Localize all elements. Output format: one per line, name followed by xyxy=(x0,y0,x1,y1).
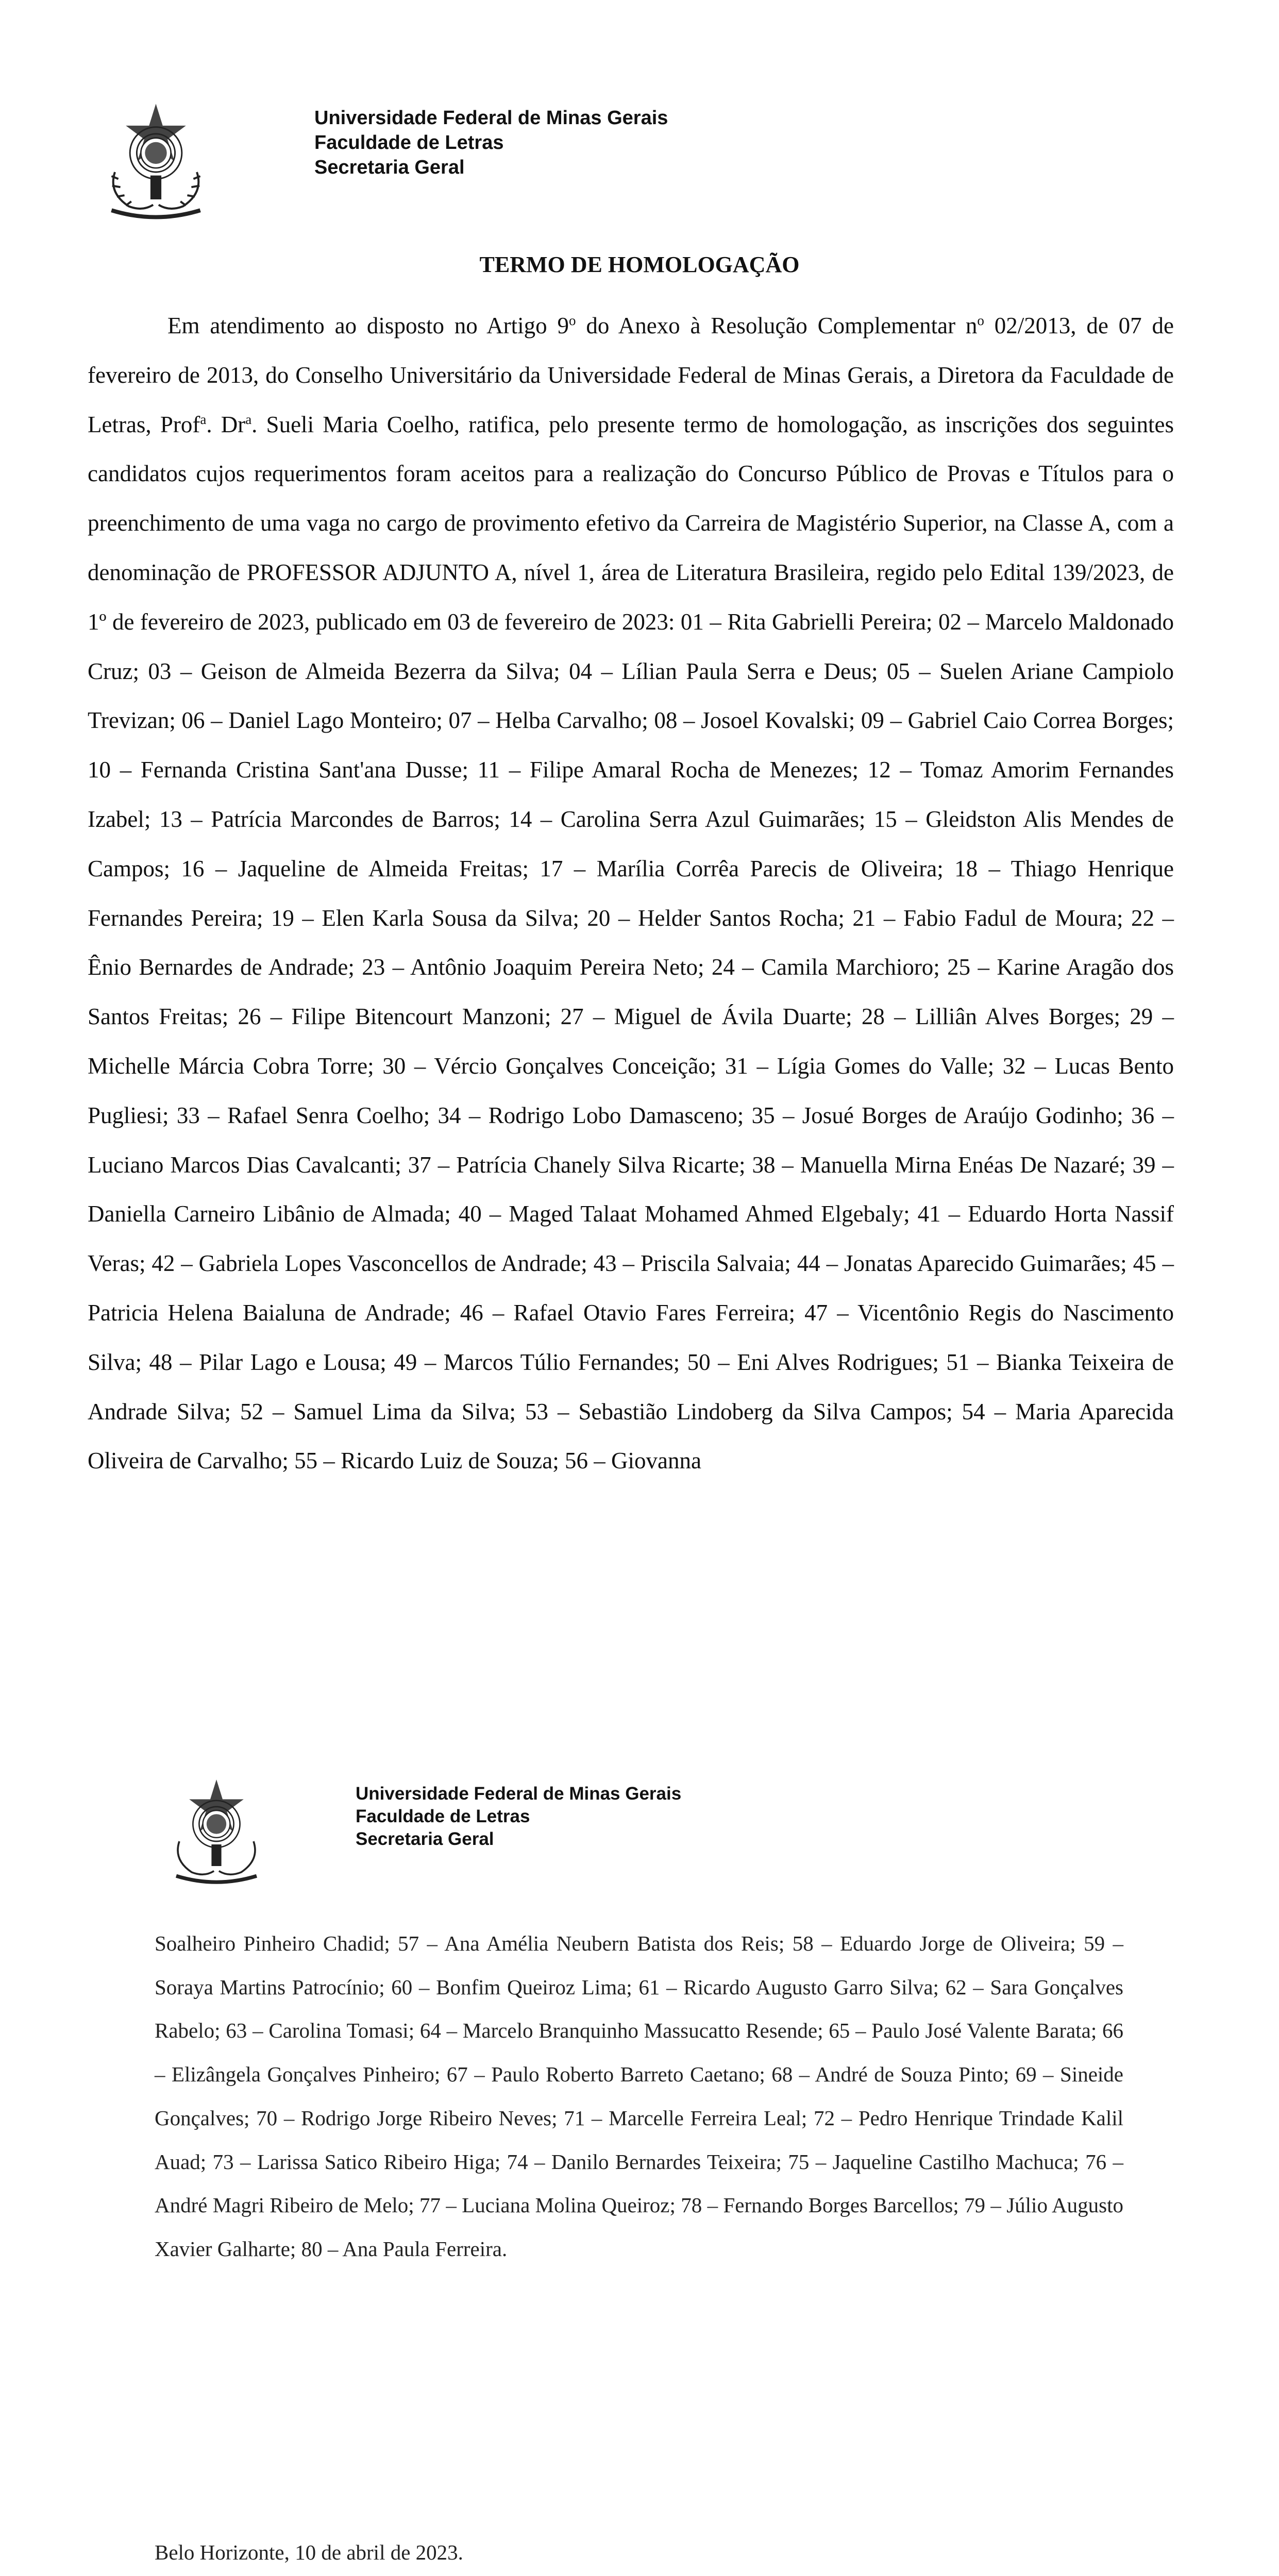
faculty-name: Faculdade de Letras xyxy=(356,1806,530,1826)
candidate-list-text: . Sueli Maria Coelho, ratifica, pelo presente termo de homologação, as inscrições dos seguintes candidatos cujos requerimentos foram aceitos para a realização do Concurso Público de Provas e Títulos para o preenchimento de uma vaga no cargo de provimento efetivo da Carreira de Magistério Superior, na Classe A, com a denominação de PROFESSOR ADJUNTO A, nível 1, área de Literatura Brasileira, regido pelo Edital 139/2023, de 1º de fevereiro de 2023, publicado em 03 de fevereiro de 2023: 01 – Rita Gabrielli Pereira; 02 – Marcelo Maldonado Cruz; 03 – Geison de Almeida Bezerra da Silva; 04 – Lílian Paula Serra e Deus; 05 – Suelen Ariane Campiolo Trevizan; 06 – Daniel Lago Monteiro; 07 – Helba Carvalho; 08 – Josoel Kovalski; 09 – Gabriel Caio Correa Borges; 10 – Fernanda Cristina Sant'ana Dusse; 11 – Filipe Amaral Rocha de Menezes; 12 – Tomaz Amorim Fernandes Izabel; 13 – Patrícia Marcondes de Barros; 14 – Carolina Serra Azul Guimarães; 15 – Gleidston Alis Mendes de Campos; 16 – Jaqueline de Almeida Freitas; 17 – Marília Corrêa Parecis de Oliveira; 18 – Thiago Henrique Fernandes Pereira; 19 – Elen Karla Sousa da Silva; 20 – Helder Santos Rocha; 21 – Fabio Fadul de Moura; 22 – Ênio Bernardes de Andrade; 23 – Antônio Joaquim Pereira Neto; 24 – Camila Marchioro; 25 – Karine Aragão dos Santos Freitas; 26 – Filipe Bitencourt Manzoni; 27 – Miguel de Ávila Duarte; 28 – Lilliân Alves Borges; 29 – Michelle Márcia Cobra Torre; 30 – Vércio Gonçalves Conceição; 31 – Lígia Gomes do Valle; 32 – Lucas Bento Pugliesi; 33 – Rafael Senra Coelho; 34 – Rodrigo Lobo Damasceno; 35 – Josué Borges de Araújo Godinho; 36 – Luciano Marcos Dias Cavalcanti; 37 – Patrícia Chanely Silva Ricarte; 38 – Manuella Mirna Enéas De Nazaré; 39 – Daniella Carneiro Libânio de Almada; 40 – Maged Talaat Mohamed Ahmed Elgebaly; 41 – Eduardo Horta Nassif Veras; 42 – Gabriela Lopes Vasconcellos de Andrade; 43 – Priscila Salvaia; 44 – Jonatas Aparecido Guimarães; 45 – Patricia Helena Baialuna de Andrade; 46 – Rafael Otavio Fares Ferreira; 47 – Vicentônio Regis do Nascimento Silva; 48 – Pilar Lago e Lousa; 49 – Marcos Túlio Fernandes; 50 – Eni Alves Rodrigues; 51 – Bianka Teixeira de Andrade Silva; 52 – Samuel Lima da Silva; 53 – Sebastião Lindoberg da Silva Campos; 54 – Maria Aparecida Oliveira de Carvalho; 55 – Ricardo Luiz de Souza; 56 – Giovanna xyxy=(88,411,1174,1474)
republic-seal-icon xyxy=(88,90,224,227)
title-superscript: a xyxy=(245,411,252,427)
body-text-part: Em atendimento ao disposto no Artigo 9 xyxy=(167,313,569,338)
ordinal-marker: o xyxy=(977,313,984,328)
homologation-text xyxy=(88,301,1174,1486)
title-superscript: a xyxy=(200,411,207,427)
institution-name xyxy=(356,1783,681,1851)
body-text-part: do Anexo à Resolução Complementar n xyxy=(576,313,978,338)
faculty-name: Faculdade de Letras xyxy=(314,132,504,154)
page-header-second xyxy=(155,1767,876,1911)
date-line: Belo Horizonte, 10 de abril de 2023. xyxy=(155,2540,463,2564)
body-text-part: 02/2013, de 07 de fevereiro de 2013, do Conselho Universitário da Universidade Federal de Minas Gerais, a Diretora da Faculdade de Letras, Prof xyxy=(88,313,1174,437)
body-text-part: . Dr xyxy=(206,411,246,437)
institution-name xyxy=(314,106,668,180)
ordinal-marker: o xyxy=(569,313,576,328)
university-name: Universidade Federal de Minas Gerais xyxy=(314,107,668,129)
republic-seal-icon xyxy=(155,1767,278,1891)
university-name: Universidade Federal de Minas Gerais xyxy=(356,1784,682,1804)
candidate-list-continuation: Soalheiro Pinheiro Chadid; 57 – Ana Amélia Neubern Batista dos Reis; 58 – Eduardo Jorge de Oliveira; 59 – Soraya Martins Patrocínio; 60 – Bonfim Queiroz Lima; 61 – Ricardo Augusto Garro Silva; 62 – Sara Gonçalves Rabelo; 63 – Carolina Tomasi; 64 – Marcelo Branquinho Massucatto Resende; 65 – Paulo José Valente Barata; 66 – Elizângela Gonçalves Pinheiro; 67 – Paulo Roberto Barreto Caetano; 68 – André de Souza Pinto; 69 – Sineide Gonçalves; 70 – Rodrigo Jorge Ribeiro Neves; 71 – Marcelle Ferreira Leal; 72 – Pedro Henrique Trindade Kalil Auad; 73 – Larissa Satico Ribeiro Higa; 74 – Danilo Bernardes Teixeira; 75 – Jaqueline Castilho Machuca; 76 – André Magri Ribeiro de Melo; 77 – Luciana Molina Queiroz; 78 – Fernando Borges Barcellos; 79 – Júlio Augusto Xavier Galharte; 80 – Ana Paula Ferreira. xyxy=(155,1931,1123,2261)
document-title: TERMO DE HOMOLOGAÇÃO xyxy=(479,252,800,277)
office-name: Secretaria Geral xyxy=(356,1829,494,1849)
office-name: Secretaria Geral xyxy=(314,157,465,178)
page-header xyxy=(88,90,809,234)
